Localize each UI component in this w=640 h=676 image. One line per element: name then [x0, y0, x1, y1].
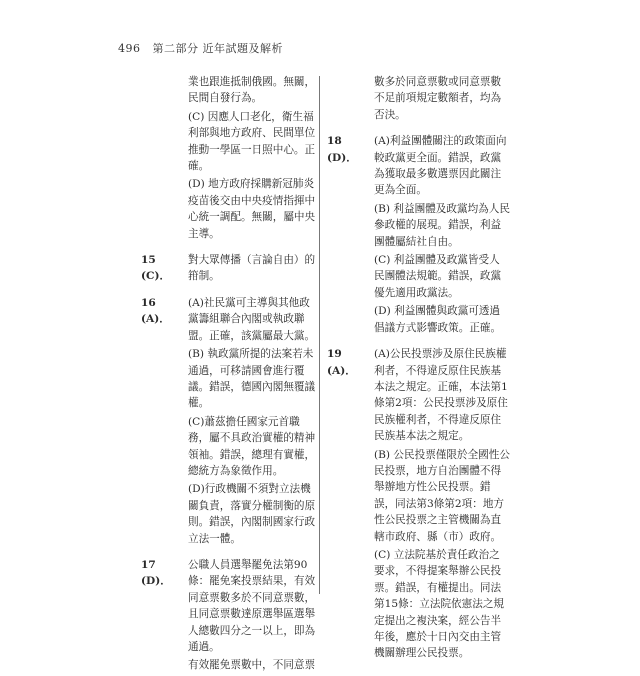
page-number: 496 [118, 42, 141, 55]
column-divider [319, 76, 320, 594]
answer-option-b: (B) 利益團體及政黨均為人民參政權的展現。錯誤，利益團體屬結社自由。 [374, 202, 510, 248]
answer-option-c: (C)蕭茲擔任國家元首職務，屬不具政治實權的精神領袖。錯誤，總理有實權，總統方為象徵作用。 [188, 415, 316, 477]
answer-option-a: (A)利益團體關注的政策面向較政黨更全面。錯誤，政黨為獲取最多數選票因此關注更為全面。 [374, 135, 507, 197]
answer-paragraph: 公職人員選舉罷免法第90條：罷免案投票結果，有效同意票數多於不同意票數，且同意票數達原選舉區選舉人總數四分之一以上，即為通過。 [188, 558, 316, 653]
answer-paragraph: 對大眾傳播（言論自由）的箝制。 [188, 254, 316, 283]
question-16 [141, 295, 319, 549]
answer-paragraph: 有效罷免票數中，不同意票 [188, 659, 316, 672]
page-header [118, 40, 283, 56]
question-19 [327, 346, 510, 664]
answer-option-c: (C) 立法院基於責任政治之要求，不得提案舉辦公民投票。錯誤，有權提出。同法第15條：立法院依憲法之規定提出之複決案，經公告半年後，應於十日內交由主管機關辦理公民投票。 [374, 548, 505, 660]
answer-paragraph: 業也跟進抵制俄國。無關，民間自發行為。 [188, 76, 316, 105]
question-15 [141, 252, 319, 287]
answer-option-d: (D) 利益團體與政黨可透過倡議方式影響政策。正確。 [374, 305, 502, 334]
question-number: 16 (A)． [141, 296, 170, 326]
answer-option-d: (D)行政機關不須對立法機關負責，落實分權制衡的原則。錯誤，內閣制國家行政立法一體。 [188, 483, 316, 545]
right-column [327, 74, 510, 664]
continued-answer [327, 74, 510, 123]
answer-option-b: (B) 公民投票僅限於全國性公民投票，地方自治團體不得舉辦地方性公民投票。錯誤，同法第3條第2項：地方性公民投票之主管機關為直轄市政府、縣（市）政府。 [374, 448, 510, 543]
left-column [141, 74, 319, 676]
answer-option-b: (B) 執政黨所提的法案若未通過，可移請國會進行覆議。錯誤，德國內閣無覆議權。 [188, 348, 316, 410]
question-number: 19 (A)． [327, 348, 356, 377]
answer-paragraph: (C) 因應人口老化，衛生福利部與地方政府、民間單位推動一學區一日照中心。正確。 [188, 110, 316, 173]
question-17 [141, 557, 319, 676]
question-number: 17 (D)． [141, 558, 171, 588]
question-18 [327, 133, 510, 338]
answer-option-a: (A)公民投票涉及原住民族權利者，不得違反原住民族基本法之規定。正確，本法第1條第2項：公民投票涉及原住民族權利者，不得違反原住民族基本法之規定。 [374, 348, 508, 443]
page-title: 第二部分 近年試題及解析 [152, 42, 283, 55]
answer-option-a: (A)社民黨可主導與其他政黨籌組聯合內閣或執政聯盟。正確，該黨屬最大黨。 [188, 296, 316, 342]
continued-answer [141, 74, 319, 242]
answer-paragraph: (D) 地方政府採購新冠肺炎疫苗後交由中央疫情指揮中心統一調配。無關，屬中央主導。 [188, 178, 316, 240]
answer-option-c: (C) 利益團體及政黨皆受人民團體法規範。錯誤，政黨優先適用政黨法。 [374, 254, 502, 299]
question-number: 18 (D)． [327, 135, 357, 164]
question-number: 15 (C)． [141, 254, 171, 283]
answer-paragraph: 數多於同意票數或同意票數不足前項規定數額者，均為否決。 [374, 76, 502, 121]
